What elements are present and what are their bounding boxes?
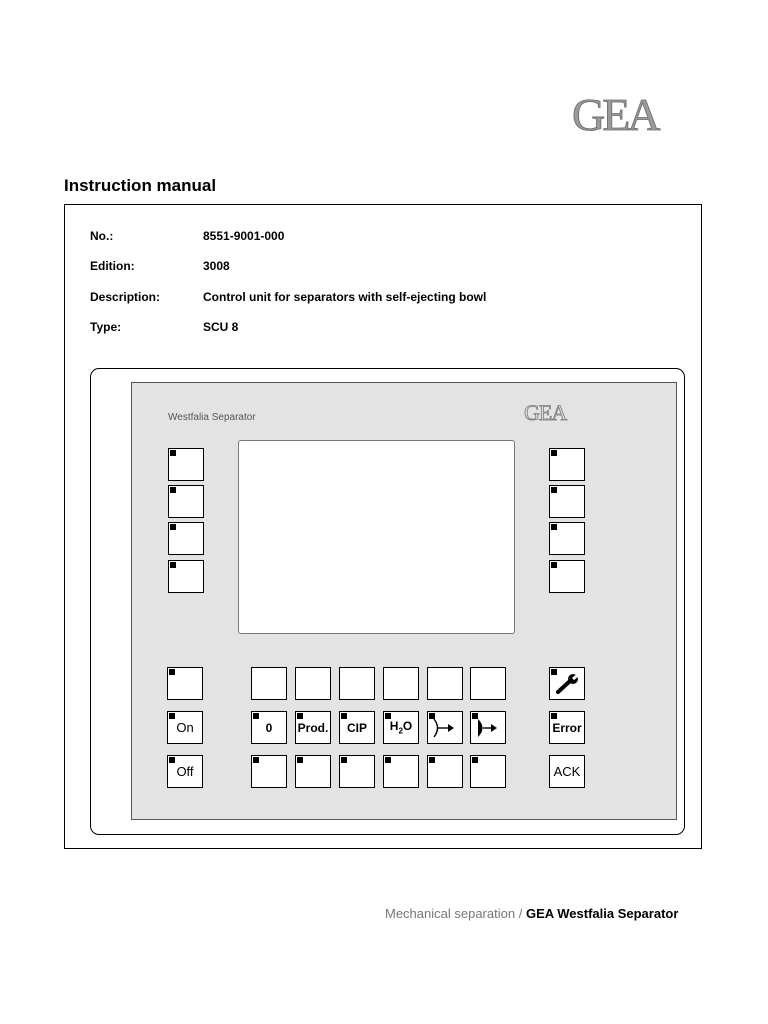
led-indicator	[472, 713, 478, 719]
info-label: No.:	[90, 229, 114, 243]
led-indicator	[385, 757, 391, 763]
footer-category: Mechanical separation	[385, 906, 516, 921]
on-label: On	[176, 720, 194, 735]
panel-brand: Westfalia Separator	[168, 412, 256, 423]
on-button[interactable]	[167, 711, 203, 744]
wrench-icon	[553, 672, 581, 696]
h2o-button[interactable]	[383, 711, 419, 744]
h2o-label: $H_2O$	[389, 719, 413, 736]
softkey-left-3[interactable]	[168, 522, 204, 555]
svg-text:GEA: GEA	[572, 90, 658, 134]
softkey-right-4[interactable]	[549, 560, 585, 593]
led-indicator	[429, 713, 435, 719]
led-indicator	[253, 713, 259, 719]
led-indicator	[551, 562, 557, 568]
ack-button[interactable]	[549, 755, 585, 788]
info-label: Description:	[90, 290, 161, 304]
function-key-8[interactable]	[295, 755, 331, 788]
off-button[interactable]	[167, 755, 203, 788]
function-key-2[interactable]	[295, 667, 331, 700]
function-key-6[interactable]	[470, 667, 506, 700]
function-key-11[interactable]	[427, 755, 463, 788]
led-indicator	[253, 757, 259, 763]
document-title: Instruction manual	[64, 176, 217, 195]
panel-gea-logo	[524, 401, 584, 423]
info-label: Type:	[90, 320, 122, 334]
footer-company: GEA Westfalia Separator	[525, 906, 679, 921]
led-indicator	[429, 757, 435, 763]
blank-key-left[interactable]	[167, 667, 203, 700]
info-value: Control unit for separators with self-ejecting bowl	[203, 290, 487, 304]
zero-button[interactable]	[251, 711, 287, 744]
function-key-12[interactable]	[470, 755, 506, 788]
footer	[385, 906, 678, 921]
info-value: 8551-9001-000	[203, 229, 285, 243]
led-indicator	[169, 713, 175, 719]
led-indicator	[297, 757, 303, 763]
partial-ejection-icon	[432, 717, 458, 739]
ack-label: ACK	[553, 764, 581, 779]
prod-label: Prod.	[297, 720, 329, 735]
error-button[interactable]	[549, 711, 585, 744]
led-indicator	[551, 487, 557, 493]
function-key-7[interactable]	[251, 755, 287, 788]
softkey-right-3[interactable]	[549, 522, 585, 555]
error-label: Error	[552, 720, 582, 735]
function-key-3[interactable]	[339, 667, 375, 700]
led-indicator	[170, 562, 176, 568]
footer-separator: /	[518, 906, 523, 921]
led-indicator	[170, 487, 176, 493]
softkey-right-1[interactable]	[549, 448, 585, 481]
led-indicator	[170, 450, 176, 456]
info-value: SCU 8	[203, 320, 239, 334]
led-indicator	[341, 757, 347, 763]
total-ejection-button[interactable]	[470, 711, 506, 744]
cip-button[interactable]	[339, 711, 375, 744]
function-key-10[interactable]	[383, 755, 419, 788]
function-key-1[interactable]	[251, 667, 287, 700]
function-key-4[interactable]	[383, 667, 419, 700]
info-value: 3008	[203, 259, 230, 273]
display-screen	[238, 440, 515, 634]
service-button[interactable]	[549, 667, 585, 700]
led-indicator	[551, 669, 557, 675]
softkey-left-4[interactable]	[168, 560, 204, 593]
total-ejection-icon	[475, 717, 501, 739]
led-indicator	[341, 713, 347, 719]
prod-button[interactable]	[295, 711, 331, 744]
function-key-5[interactable]	[427, 667, 463, 700]
led-indicator	[551, 524, 557, 530]
info-label: Edition:	[90, 259, 135, 273]
softkey-left-1[interactable]	[168, 448, 204, 481]
softkey-right-2[interactable]	[549, 485, 585, 518]
partial-ejection-button[interactable]	[427, 711, 463, 744]
led-indicator	[385, 713, 391, 719]
led-indicator	[169, 757, 175, 763]
zero-label: 0	[265, 720, 273, 735]
led-indicator	[551, 450, 557, 456]
off-label: Off	[176, 764, 194, 779]
led-indicator	[170, 524, 176, 530]
led-indicator	[297, 713, 303, 719]
led-indicator	[472, 757, 478, 763]
led-indicator	[551, 713, 557, 719]
gea-logo	[572, 90, 704, 134]
function-key-9[interactable]	[339, 755, 375, 788]
led-indicator	[169, 669, 175, 675]
cip-label: CIP	[346, 720, 367, 735]
softkey-left-2[interactable]	[168, 485, 204, 518]
svg-text:GEA: GEA	[524, 401, 567, 423]
